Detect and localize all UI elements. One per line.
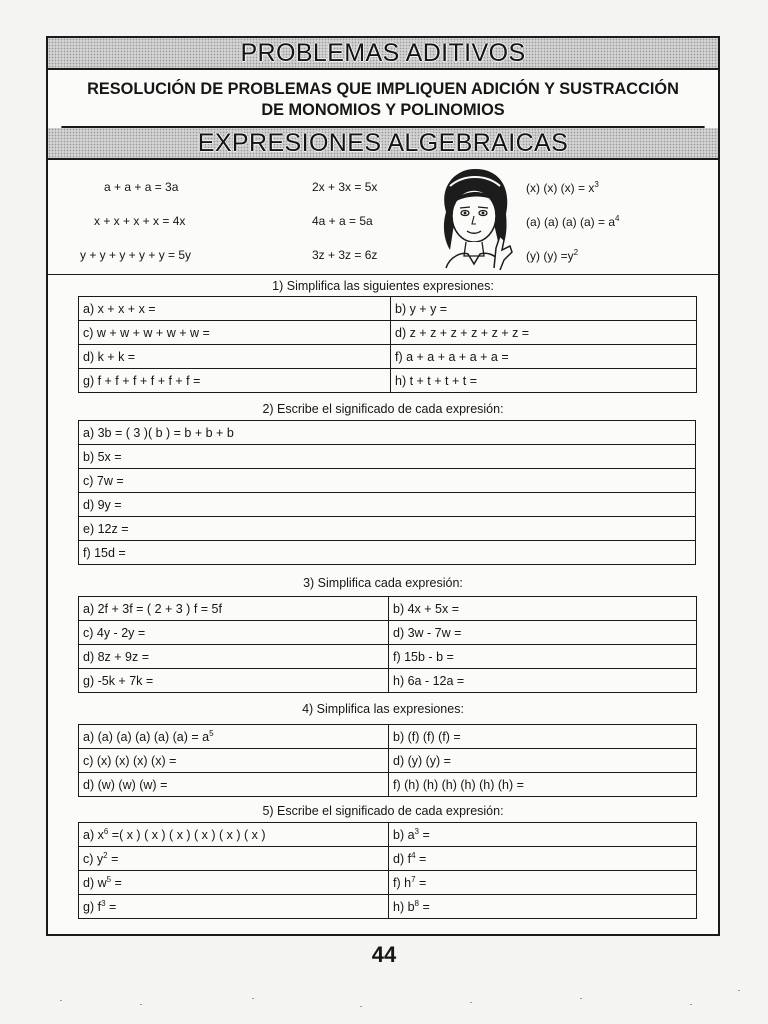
exercise-2-title: 2) Escribe el significado de cada expresión: xyxy=(262,402,504,416)
exercise-cell: f) (h) (h) (h) (h) (h) (h) = xyxy=(389,773,697,797)
worksheet-page xyxy=(46,36,720,936)
page-title: PROBLEMAS ADITIVOS xyxy=(240,39,526,67)
exercise-5-table xyxy=(78,822,697,919)
table-row xyxy=(79,517,696,541)
table-row xyxy=(79,669,697,693)
table-row xyxy=(79,597,697,621)
exercise-cell: a) (a) (a) (a) (a) $(a) = a^5$ xyxy=(79,725,389,749)
exercise-cell: h) t + t + t + t = xyxy=(391,369,697,393)
exercise-cell: f) $h^7$ = xyxy=(389,871,697,895)
example-col1-row1: a + a + a = 3a xyxy=(104,180,179,194)
title-band xyxy=(48,38,718,70)
exercise-cell: f) 15b - b = xyxy=(389,645,697,669)
example-col3-row3: (y) $(y) =y^2$ xyxy=(526,248,579,263)
example-col2-row1: 2x + 3x = 5x xyxy=(312,180,378,194)
exercise-2-table xyxy=(78,420,696,565)
exercise-cell: a) 3b = ( 3 )( b ) = b + b + b xyxy=(79,421,696,445)
exercise-cell: d) z + z + z + z + z + z = xyxy=(391,321,697,345)
table-row xyxy=(79,541,696,565)
exercise-cell: b) y + y = xyxy=(391,297,697,321)
exercise-cell: c) 4y - 2y = xyxy=(79,621,389,645)
table-row xyxy=(79,321,697,345)
section-title: EXPRESIONES ALGEBRAICAS xyxy=(197,129,569,157)
exercise-4-table xyxy=(78,724,697,797)
exercise-cell: d) $f^4$ = xyxy=(389,847,697,871)
exercise-cell: e) 12z = xyxy=(79,517,696,541)
example-col1-row2: x + x + x + x = 4x xyxy=(94,214,186,228)
exercise-1-title: 1) Simplifica las siguientes expresiones: xyxy=(272,279,494,293)
table-row xyxy=(79,871,697,895)
table-row xyxy=(79,847,697,871)
section-band xyxy=(48,128,718,160)
page-number: 44 xyxy=(371,942,397,967)
exercise-cell: b) 5x = xyxy=(79,445,696,469)
table-row xyxy=(79,749,697,773)
table-row xyxy=(79,469,696,493)
subtitle-line-2: DE MONOMIOS Y POLINOMIOS xyxy=(261,100,505,119)
exercise-cell: g) -5k + 7k = xyxy=(79,669,389,693)
exercise-1-table xyxy=(78,296,697,393)
table-row xyxy=(79,493,696,517)
table-row xyxy=(79,297,697,321)
exercise-cell: b) $a^3$ = xyxy=(389,823,697,847)
table-row xyxy=(79,369,697,393)
examples-divider xyxy=(48,274,718,275)
exercise-cell: d) 8z + 9z = xyxy=(79,645,389,669)
exercise-cell: a) x + x + x = xyxy=(79,297,391,321)
exercise-cell: h) 6a - 12a = xyxy=(389,669,697,693)
subtitle-line-1: RESOLUCIÓN DE PROBLEMAS QUE IMPLIQUEN ADICIÓN Y SUSTRACCIÓN xyxy=(87,79,679,98)
exercise-cell: d) (w) (w) (w) = xyxy=(79,773,389,797)
example-col1-row3: y + y + y + y + y = 5y xyxy=(80,248,192,262)
exercise-3-title: 3) Simplifica cada expresión: xyxy=(303,576,463,590)
exercise-cell: a) 2f + 3f = ( 2 + 3 ) f = 5f xyxy=(79,597,389,621)
example-col2-row3: 3z + 3z = 6z xyxy=(312,248,378,262)
exercise-cell: d) 3w - 7w = xyxy=(389,621,697,645)
exercise-cell: b) (f) (f) (f) = xyxy=(389,725,697,749)
exercise-4-title: 4) Simplifica las expresiones: xyxy=(302,702,464,716)
exercise-5-title: 5) Escribe el significado de cada expresión: xyxy=(262,804,504,818)
table-row xyxy=(79,823,697,847)
example-col3-row2: (a) (a) (a) $(a) = a^4$ xyxy=(526,214,620,229)
table-row xyxy=(79,421,696,445)
exercise-cell: b) 4x + 5x = xyxy=(389,597,697,621)
exercise-cell: d) k + k = xyxy=(79,345,391,369)
subtitle-block xyxy=(61,70,704,128)
exercise-cell: c) $y^2$ = xyxy=(79,847,389,871)
table-row xyxy=(79,445,696,469)
example-col3-row1: (x) (x) $(x) = x^3$ xyxy=(526,180,599,195)
table-row xyxy=(79,725,697,749)
exercise-cell: g) $f^3$ = xyxy=(79,895,389,919)
table-row xyxy=(79,773,697,797)
table-row xyxy=(79,895,697,919)
exercise-cell: f) 15d = xyxy=(79,541,696,565)
exercise-cell: d) $w^5$ = xyxy=(79,871,389,895)
exercise-cell: a) $x^6$ =( x ) ( x ) ( x ) ( x ) ( x ) ( x ) xyxy=(79,823,389,847)
exercise-cell: d) 9y = xyxy=(79,493,696,517)
girl-pointing-icon xyxy=(424,164,524,274)
exercise-cell: d) (y) (y) = xyxy=(389,749,697,773)
exercise-cell: h) $b^8$ = xyxy=(389,895,697,919)
exercise-cell: f) a + a + a + a + a = xyxy=(391,345,697,369)
exercise-cell: c) w + w + w + w + w = xyxy=(79,321,391,345)
table-row xyxy=(79,345,697,369)
exercise-cell: g) f + f + f + f + f + f = xyxy=(79,369,391,393)
exercise-cell: c) (x) (x) (x) (x) = xyxy=(79,749,389,773)
example-col2-row2: 4a + a = 5a xyxy=(312,214,373,228)
exercise-3-table xyxy=(78,596,697,693)
table-row xyxy=(79,621,697,645)
exercise-cell: c) 7w = xyxy=(79,469,696,493)
table-row xyxy=(79,645,697,669)
